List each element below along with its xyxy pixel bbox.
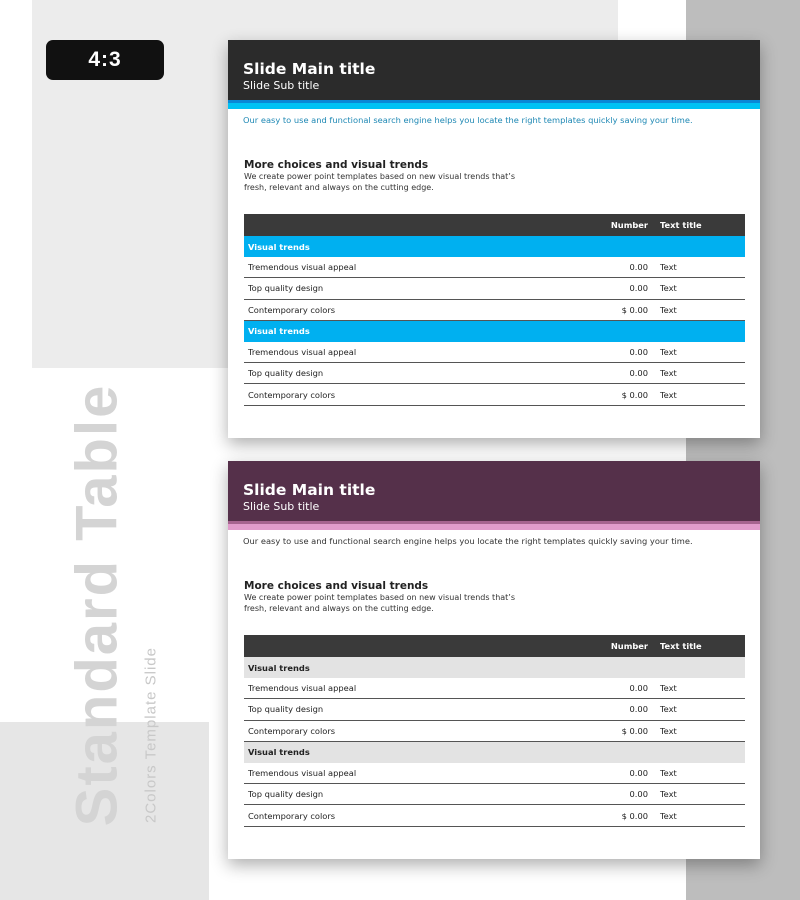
cell-name: Contemporary colors (248, 810, 336, 821)
table-row (244, 342, 745, 363)
side-subtitle: 2Colors Template Slide (142, 647, 160, 823)
cell-text: Text (660, 368, 677, 379)
cell-name: Tremendous visual appeal (248, 768, 357, 779)
header-number: Number (610, 641, 648, 651)
slide-preview-blue (228, 40, 760, 438)
slide-preview-purple (228, 461, 760, 859)
cell-text: Text (660, 283, 677, 294)
cell-name: Top quality design (248, 789, 324, 800)
table-row (244, 805, 745, 826)
cell-name: Top quality design (248, 704, 324, 715)
cell-name: Contemporary colors (248, 725, 336, 736)
cell-number: 0.00 (629, 704, 648, 715)
table-row (244, 721, 745, 742)
slide-intro: Our easy to use and functional search engine helps you locate the right templates quickly saving your time. (243, 115, 693, 125)
cell-text: Text (660, 347, 677, 358)
section-title: More choices and visual trends (244, 580, 429, 592)
cell-name: Top quality design (248, 283, 324, 294)
standard-table (244, 214, 745, 406)
slide-header (228, 461, 760, 521)
cell-text: Text (660, 810, 677, 821)
cell-number: 0.00 (629, 283, 648, 294)
cell-text: Text (660, 704, 677, 715)
table-group-row: Visual trends (244, 657, 745, 678)
cell-text: Text (660, 725, 677, 736)
cell-number: $ 0.00 (621, 725, 648, 736)
table-row (244, 384, 745, 405)
standard-table (244, 635, 745, 827)
table-row (244, 784, 745, 805)
table-group-row: Visual trends (244, 742, 745, 763)
cell-name: Tremendous visual appeal (248, 683, 357, 694)
slide-title: Slide Main title (243, 60, 376, 78)
cell-number: 0.00 (629, 347, 648, 358)
header-number: Number (610, 220, 648, 230)
cell-name: Contemporary colors (248, 389, 336, 400)
slide-intro: Our easy to use and functional search engine helps you locate the right templates quickly saving your time. (243, 536, 693, 546)
header-text-title: Text title (660, 641, 702, 651)
table-group-row: Visual trends (244, 321, 745, 342)
cell-number: 0.00 (629, 262, 648, 273)
cell-number: $ 0.00 (621, 389, 648, 400)
table-row (244, 278, 745, 299)
cell-text: Text (660, 304, 677, 315)
side-title: Standard Table (64, 383, 130, 827)
table-header (244, 635, 745, 657)
cell-text: Text (660, 262, 677, 273)
table-row (244, 300, 745, 321)
cell-number: 0.00 (629, 789, 648, 800)
accent-bar (228, 100, 760, 109)
table-header (244, 214, 745, 236)
cell-number: 0.00 (629, 768, 648, 779)
cell-number: $ 0.00 (621, 304, 648, 315)
cell-name: Tremendous visual appeal (248, 262, 357, 273)
section-description: We create power point templates based on new visual trends that’s fresh, relevant and always on the cutting edge. (244, 593, 516, 613)
cell-number: 0.00 (629, 368, 648, 379)
table-row (244, 699, 745, 720)
cell-text: Text (660, 389, 677, 400)
slide-subtitle: Slide Sub title (243, 500, 320, 513)
cell-name: Tremendous visual appeal (248, 347, 357, 358)
table-group-row: Visual trends (244, 236, 745, 257)
section-description: We create power point templates based on new visual trends that’s fresh, relevant and always on the cutting edge. (244, 172, 516, 192)
cell-number: 0.00 (629, 683, 648, 694)
section-title: More choices and visual trends (244, 159, 429, 171)
table-row (244, 763, 745, 784)
aspect-ratio-badge: 4:3 (46, 40, 164, 80)
accent-bar (228, 521, 760, 530)
slide-title: Slide Main title (243, 481, 376, 499)
table-row (244, 678, 745, 699)
cell-number: $ 0.00 (621, 810, 648, 821)
slide-header (228, 40, 760, 100)
header-text-title: Text title (660, 220, 702, 230)
cell-name: Contemporary colors (248, 304, 336, 315)
cell-name: Top quality design (248, 368, 324, 379)
cell-text: Text (660, 768, 677, 779)
table-row (244, 363, 745, 384)
slide-subtitle: Slide Sub title (243, 79, 320, 92)
table-row (244, 257, 745, 278)
cell-text: Text (660, 789, 677, 800)
cell-text: Text (660, 683, 677, 694)
